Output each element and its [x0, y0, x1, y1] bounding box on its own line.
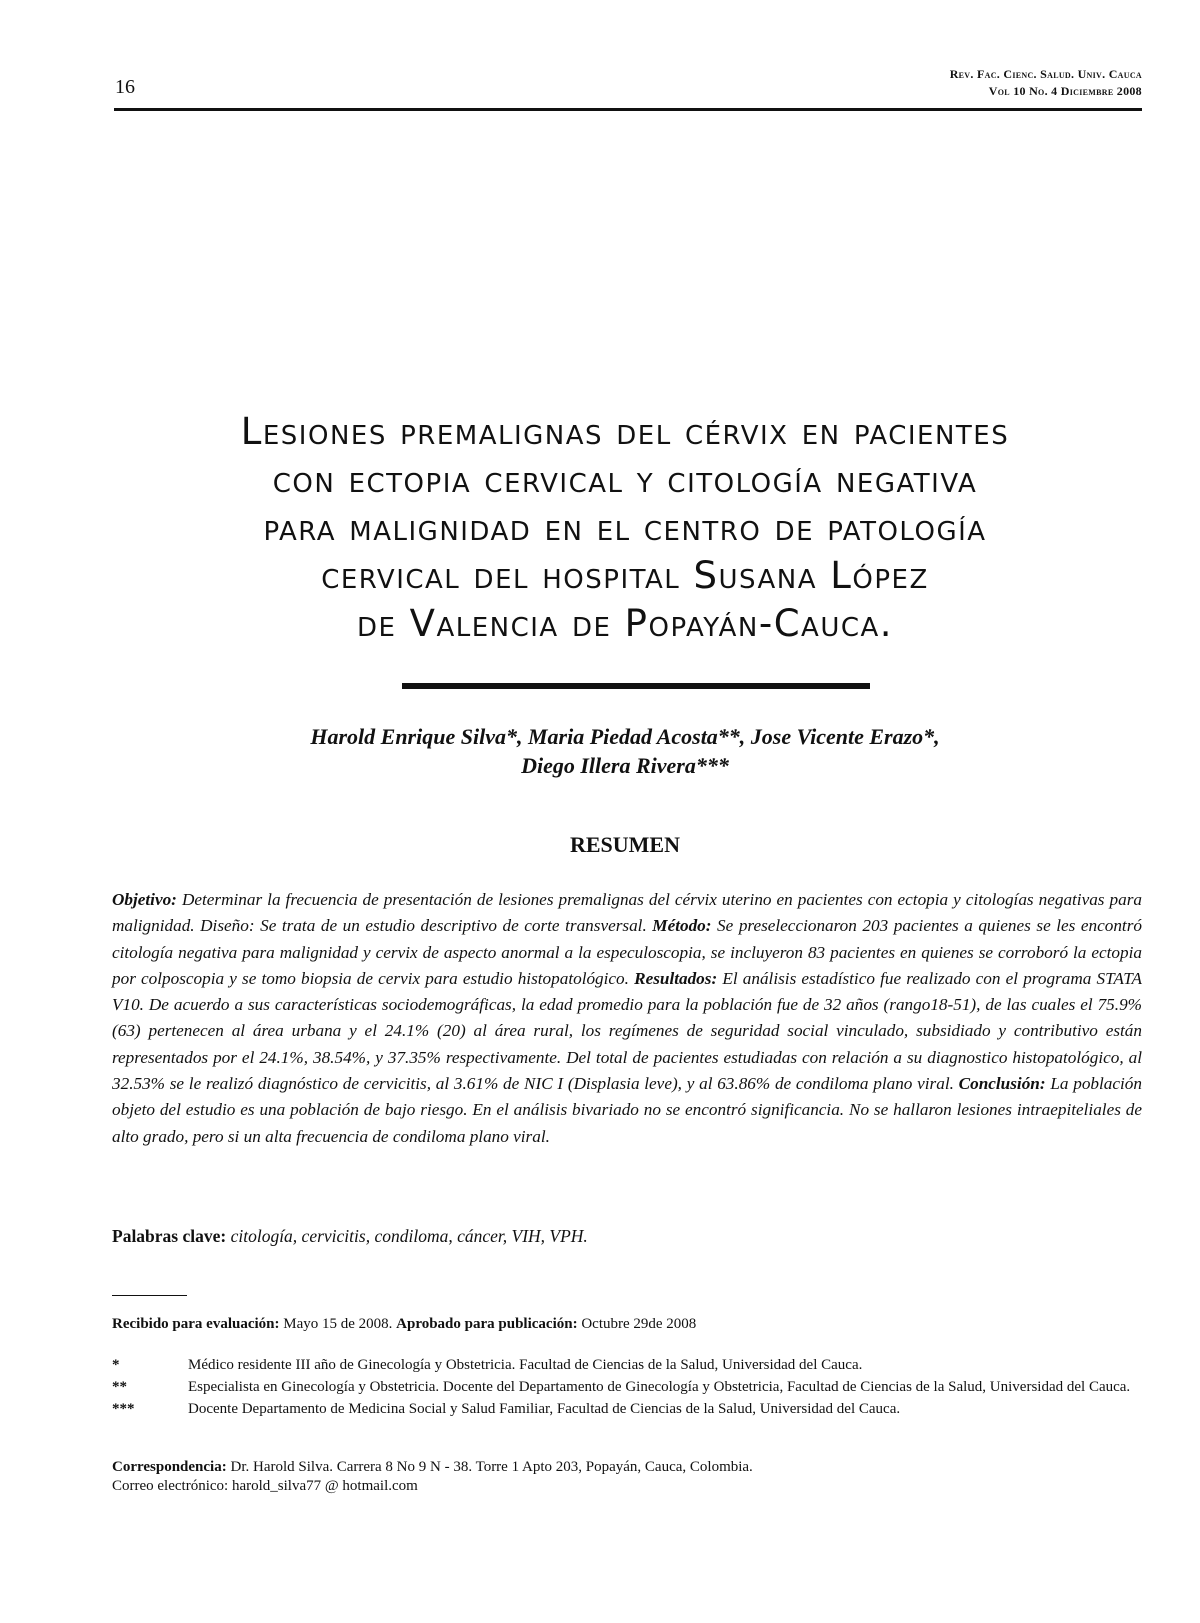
journal-header: [950, 66, 1142, 100]
authors-line: Harold Enrique Silva*, Maria Piedad Acosta**, Jose Vicente Erazo*,: [310, 724, 940, 749]
authors: [110, 722, 1140, 780]
objetivo-text: Determinar la frecuencia de presentación de lesiones premalignas del cérvix uterino en pacientes con ectopia y citologías negativas para malignidad. Diseño: Se trata de un estudio descriptivo de corte transversal.: [112, 890, 1142, 936]
keywords-text: citología, cervicitis, condiloma, cáncer, VIH, VPH.: [226, 1226, 588, 1246]
title-line: Lesiones premalignas del cérvix en pacientes: [240, 410, 1010, 453]
abstract-body: [112, 887, 1142, 1150]
received-date: Mayo 15 de 2008.: [279, 1316, 397, 1332]
page-number: 16: [115, 76, 135, 98]
affiliation-note: [112, 1378, 1142, 1397]
note-text: Docente Departamento de Medicina Social y Salud Familiar, Facultad de Ciencias de la Salud, Universidad del Cauca.: [188, 1401, 901, 1417]
note-text: Médico residente III año de Ginecología y Obstetricia. Facultad de Ciencias de la Salud, Universidad del Cauca.: [188, 1357, 863, 1373]
article-title: [110, 408, 1140, 648]
correspondence-label: Correspondencia:: [112, 1459, 227, 1475]
affiliation-notes: [112, 1356, 1142, 1422]
objetivo-label: Objetivo:: [112, 890, 177, 909]
authors-line: Diego Illera Rivera***: [521, 753, 729, 778]
approved-date: Octubre 29de 2008: [577, 1316, 697, 1332]
correspondence-text: Dr. Harold Silva. Carrera 8 No 9 N - 38. Torre 1 Apto 203, Popayán, Cauca, Colombia.: [226, 1459, 753, 1475]
conclusion-text: La población objeto del estudio es una población de bajo riesgo. En el análisis bivariado no se encontró significancia. No se hallaron lesiones intraepiteliales de alto grado, pero si un alta frecuencia de condiloma plano viral.: [112, 1074, 1142, 1146]
note-mark: ***: [112, 1401, 135, 1417]
affiliation-note: [112, 1356, 1142, 1375]
title-line: con ectopia cervical y citología negativa: [272, 458, 978, 501]
resultados-label: Resultados:: [634, 968, 718, 988]
correspondence: [112, 1458, 1142, 1496]
keywords-label: Palabras clave:: [112, 1226, 227, 1246]
resultados-text: El análisis estadístico fue realizado con el programa STATA V10. De acuerdo a sus características sociodemográficas, la edad promedio para la población fue de 32 años (rango18-51), de las cuales el 75.9% (63) pertenecen al área urbana y el 24.1% (20) al área rural, los regímenes de seguridad social vinculado, subsidiado y contributivo están representados por el 24.1%, 38.54%, y 37.35% respectivamente. Del total de pacientes estudiadas con relación a su diagnostico histopatológico, al 32.53% se le realizó diagnóstico de cervicitis, al 3.61% de NIC I (Displasia leve), y al 63.86% de condiloma plano viral.: [112, 968, 1142, 1094]
journal-name: Rev. Fac. Cienc. Salud. Univ. Cauca: [949, 67, 1142, 81]
conclusion-label: Conclusión:: [958, 1074, 1046, 1094]
received-label: Recibido para evaluación:: [112, 1316, 280, 1332]
approved-label: Aprobado para publicación:: [396, 1316, 578, 1332]
email-line: Correo electrónico: harold_silva77 @ hotmail.com: [112, 1478, 418, 1494]
note-mark: **: [112, 1379, 127, 1395]
title-line: de Valencia de Popayán-Cauca.: [356, 602, 894, 645]
keywords: [112, 1226, 1142, 1247]
title-line: para malignidad en el centro de patología: [263, 506, 987, 549]
metodo-label: Método:: [652, 916, 712, 936]
journal-issue: Vol 10 No. 4 Diciembre 2008: [988, 84, 1142, 98]
note-mark: *: [112, 1357, 120, 1373]
title-divider: [402, 683, 870, 689]
correspondence-address: [112, 1458, 1142, 1477]
received-line: [112, 1316, 1142, 1333]
footnote-rule: [112, 1295, 187, 1296]
metodo-text: Se preseleccionaron 203 pacientes a quienes se les encontró citología negativa para malignidad y cervix de aspecto anormal a la especuloscopia, se incluyeron 83 pacientes en quienes se corroboró la ectopia por colposcopia y se tomo biopsia de cervix para estudio histopatológico.: [112, 916, 1142, 988]
abstract-heading: RESUMEN: [569, 832, 680, 857]
note-text: Especialista en Ginecología y Obstetricia. Docente del Departamento de Ginecología y Obstetricia, Facultad de Ciencias de la Salud, Universidad del Cauca.: [188, 1379, 1131, 1395]
header-rule: [114, 108, 1142, 111]
title-line: cervical del hospital Susana López: [321, 554, 929, 597]
affiliation-note: [112, 1400, 1142, 1419]
